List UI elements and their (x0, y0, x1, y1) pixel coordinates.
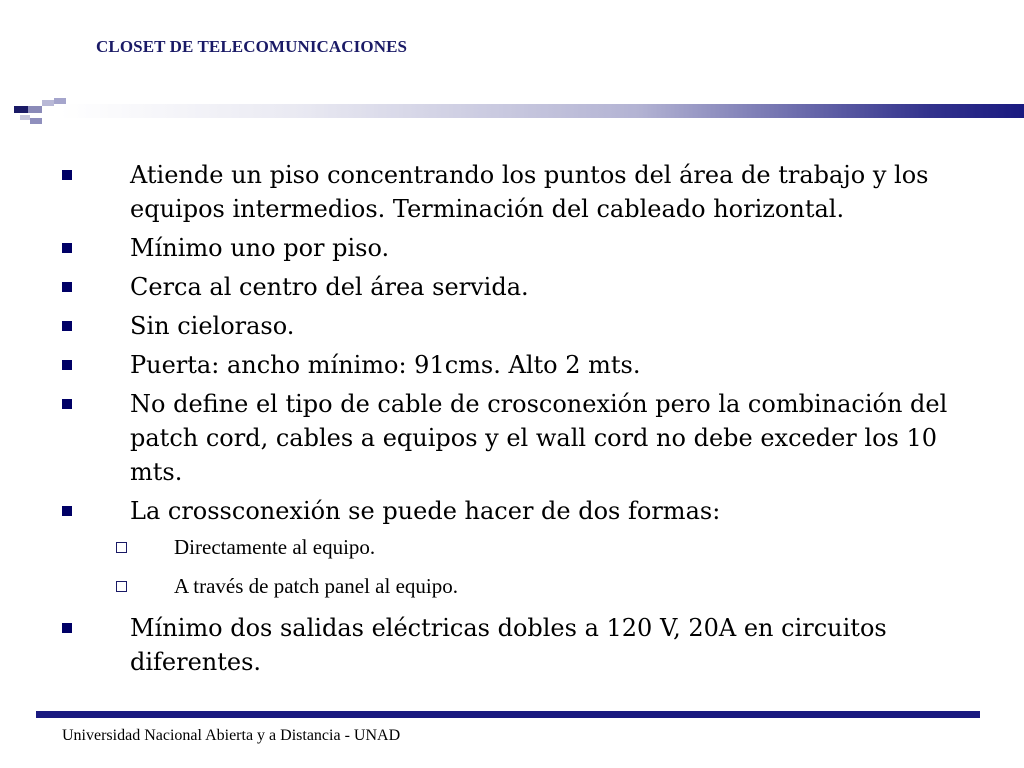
bullet-text: Mínimo dos salidas eléctricas dobles a 120 V, 20A en circuitos diferentes. (130, 614, 887, 676)
bullet-item (62, 348, 982, 382)
bullet-text: Mínimo uno por piso. (130, 234, 390, 262)
square-bullet-icon (62, 360, 72, 370)
square-bullet-icon (62, 399, 72, 409)
bullet-text: Atiende un piso concentrando los puntos del área de trabajo y los equipos intermedios. Terminación del cableado horizontal. (130, 161, 929, 223)
square-bullet-icon (62, 623, 72, 633)
bullet-item (62, 270, 982, 304)
bullet-text: Cerca al centro del área servida. (130, 273, 529, 301)
hollow-square-bullet-icon (116, 542, 127, 553)
square-bullet-icon (62, 282, 72, 292)
bullet-item (62, 158, 982, 226)
bullet-text: No define el tipo de cable de crosconexión pero la combinación del patch cord, cables a equipos y el wall cord no debe exceder los 10 mts. (130, 390, 948, 486)
sub-bullet-item (62, 533, 982, 561)
sub-bullet-item (62, 572, 982, 600)
square-bullet-icon (62, 506, 72, 516)
hollow-square-bullet-icon (116, 581, 127, 592)
slide-title: CLOSET DE TELECOMUNICACIONES (96, 37, 408, 56)
sub-bullet-text: Directamente al equipo. (174, 535, 376, 559)
bullet-text: La crossconexión se puede hacer de dos formas: (130, 497, 721, 525)
bullet-text: Sin cieloraso. (130, 312, 295, 340)
bullet-item (62, 309, 982, 343)
square-bullet-icon (62, 170, 72, 180)
footer-bar (36, 711, 980, 718)
bullet-text: Puerta: ancho mínimo: 91cms. Alto 2 mts. (130, 351, 641, 379)
bullet-list (62, 158, 982, 684)
bullet-item (62, 611, 982, 679)
sub-bullet-text: A través de patch panel al equipo. (174, 574, 458, 598)
bullet-item (62, 494, 982, 528)
square-bullet-icon (62, 243, 72, 253)
header-gradient-bar (60, 104, 1024, 118)
footer-text: Universidad Nacional Abierta y a Distancia - UNAD (62, 727, 401, 744)
square-bullet-icon (62, 321, 72, 331)
bullet-item (62, 387, 982, 489)
bullet-item (62, 231, 982, 265)
